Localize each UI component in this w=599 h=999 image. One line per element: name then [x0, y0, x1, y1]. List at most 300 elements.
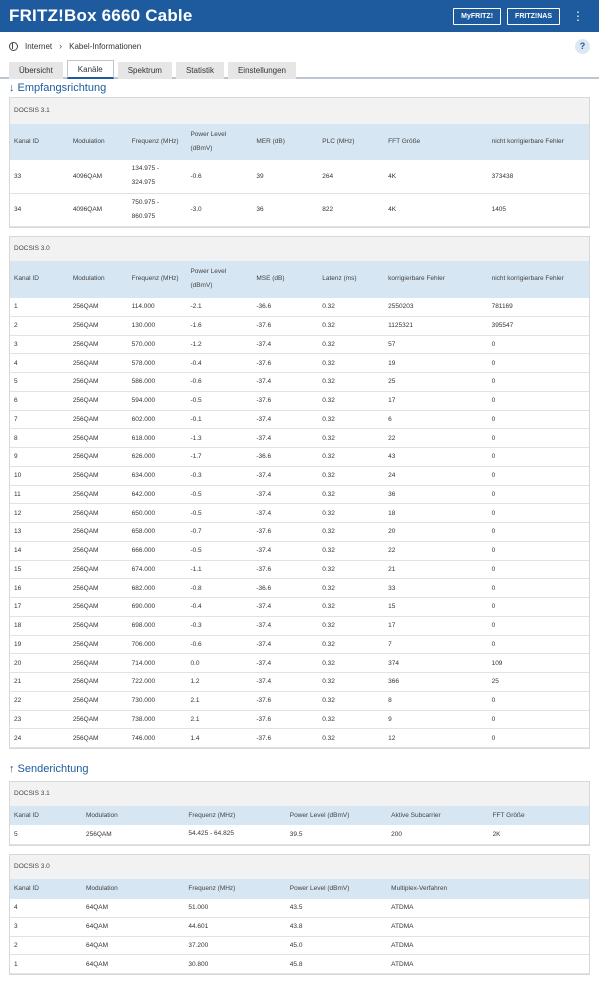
- table-cell: 0.32: [318, 391, 384, 410]
- column-header: Power Level (dBmV): [289, 884, 350, 892]
- table-cell: 23: [10, 710, 69, 729]
- table-row: [10, 560, 589, 579]
- table-cell: 366: [384, 673, 487, 692]
- column-header: PLC (MHz): [322, 138, 355, 145]
- table-cell: -37.4: [252, 335, 318, 354]
- table-cell: -37.6: [252, 354, 318, 373]
- table-cell: -0.6: [186, 635, 252, 654]
- tab-kanaele[interactable]: Kanäle: [67, 60, 114, 79]
- table-cell: 0: [488, 448, 589, 467]
- table-cell: 738.000: [128, 710, 187, 729]
- column-header: Kanal ID: [14, 884, 39, 892]
- tab-uebersicht[interactable]: Übersicht: [9, 62, 63, 79]
- column-header: Modulation: [85, 884, 118, 892]
- table-cell: 200: [387, 825, 488, 844]
- table-cell: ATDMA: [387, 955, 589, 974]
- table-row: [10, 316, 589, 335]
- table-cell: 30.800: [184, 955, 285, 974]
- more-menu-icon[interactable]: ⋮: [572, 9, 584, 23]
- table-cell: 730.000: [128, 691, 187, 710]
- downstream-docsis30-table: [10, 261, 589, 749]
- globe-icon: [9, 42, 18, 51]
- table-row: [10, 448, 589, 467]
- table-cell: 1: [10, 955, 82, 974]
- table-cell: -0.4: [186, 354, 252, 373]
- table-cell: 0.32: [318, 729, 384, 748]
- table-row: [10, 598, 589, 617]
- table-cell: -37.4: [252, 429, 318, 448]
- table-header-row: [10, 879, 589, 899]
- table-cell: 12: [10, 504, 69, 523]
- myfritz-button[interactable]: MyFRITZ!: [453, 8, 501, 25]
- table-cell: 256QAM: [69, 316, 128, 335]
- table-cell: 0.32: [318, 710, 384, 729]
- table-cell: 64QAM: [82, 936, 184, 955]
- table-cell: 781169: [488, 298, 589, 317]
- breadcrumb-separator: ›: [59, 41, 63, 51]
- table-cell: 0.32: [318, 466, 384, 485]
- table-cell: -0.3: [186, 616, 252, 635]
- column-header: Power Level (dBmV): [289, 811, 350, 819]
- table-cell: 6: [384, 410, 487, 429]
- column-header: MSE (dB): [256, 275, 285, 282]
- table-cell: -0.5: [186, 391, 252, 410]
- tab-einstellungen[interactable]: Einstellungen: [228, 62, 296, 79]
- table-row: [10, 541, 589, 560]
- table-header-row: [10, 806, 589, 825]
- table-cell: -1.2: [186, 335, 252, 354]
- table-cell: 578.000: [128, 354, 187, 373]
- table-row: [10, 335, 589, 354]
- table-cell: 1.4: [186, 729, 252, 748]
- table-cell: -37.6: [252, 710, 318, 729]
- table-cell: 10: [10, 466, 69, 485]
- table-cell: 0: [488, 504, 589, 523]
- table-cell: -0.5: [186, 541, 252, 560]
- table-cell: 4: [10, 354, 69, 373]
- column-header: Frequenz (MHz): [131, 275, 179, 282]
- table-cell: 0.32: [318, 523, 384, 542]
- table-cell: 0: [488, 541, 589, 560]
- table-cell: 1.2: [186, 673, 252, 692]
- table-cell: 264: [318, 160, 384, 193]
- upstream-docsis30-panel: [9, 854, 590, 976]
- table-cell: 570.000: [128, 335, 187, 354]
- table-cell: 256QAM: [69, 598, 128, 617]
- table-cell: 57: [384, 335, 487, 354]
- table-cell: 256QAM: [69, 616, 128, 635]
- table-cell: 0.32: [318, 373, 384, 392]
- table-row: [10, 635, 589, 654]
- table-cell: 586.000: [128, 373, 187, 392]
- top-header: [0, 0, 599, 32]
- table-row: [10, 391, 589, 410]
- table-cell: 4: [10, 899, 82, 918]
- table-cell: 16: [10, 579, 69, 598]
- column-header: Power Level (dBmV): [190, 131, 227, 152]
- downstream-docsis31-panel: [9, 97, 590, 228]
- table-cell: -37.4: [252, 635, 318, 654]
- table-cell: 0.32: [318, 316, 384, 335]
- table-cell: 54.425 - 64.825: [184, 825, 285, 844]
- table-cell: 0.32: [318, 541, 384, 560]
- table-cell: -37.6: [252, 391, 318, 410]
- table-cell: 256QAM: [69, 579, 128, 598]
- main-content: [0, 79, 599, 975]
- table-cell: 690.000: [128, 598, 187, 617]
- table-cell: -1.6: [186, 316, 252, 335]
- table-cell: 0.32: [318, 504, 384, 523]
- column-header: nicht korrigierbare Fehler: [491, 275, 564, 282]
- column-header: Power Level (dBmV): [190, 268, 227, 289]
- table-cell: 20: [10, 654, 69, 673]
- table-cell: 0: [488, 391, 589, 410]
- table-cell: 0.32: [318, 598, 384, 617]
- table-cell: 256QAM: [69, 391, 128, 410]
- panel-label: DOCSIS 3.1: [10, 98, 589, 124]
- table-cell: 2550203: [384, 298, 487, 317]
- table-cell: 0.32: [318, 335, 384, 354]
- table-cell: -36.6: [252, 298, 318, 317]
- table-cell: 64QAM: [82, 899, 184, 918]
- table-cell: 130.000: [128, 316, 187, 335]
- table-cell: 0.32: [318, 673, 384, 692]
- table-cell: 25: [488, 673, 589, 692]
- table-cell: -36.6: [252, 579, 318, 598]
- downstream-docsis30-panel: [9, 236, 590, 750]
- table-cell: 256QAM: [82, 825, 184, 844]
- table-cell: 22: [384, 429, 487, 448]
- table-cell: 256QAM: [69, 298, 128, 317]
- table-cell: -36.6: [252, 448, 318, 467]
- table-header-row: [10, 261, 589, 298]
- column-header: Frequenz (MHz): [131, 138, 179, 145]
- table-cell: 15: [384, 598, 487, 617]
- table-cell: 0: [488, 429, 589, 448]
- table-cell: -37.6: [252, 560, 318, 579]
- table-cell: 658.000: [128, 523, 187, 542]
- panel-label: DOCSIS 3.1: [10, 782, 589, 806]
- table-cell: 0: [488, 691, 589, 710]
- table-cell: 256QAM: [69, 691, 128, 710]
- table-row: [10, 504, 589, 523]
- column-header: Latenz (ms): [322, 275, 357, 282]
- table-cell: 256QAM: [69, 560, 128, 579]
- table-row: [10, 354, 589, 373]
- table-cell: 22: [10, 691, 69, 710]
- table-cell: -37.4: [252, 654, 318, 673]
- table-header-row: [10, 124, 589, 160]
- table-cell: 0: [488, 616, 589, 635]
- table-cell: 64QAM: [82, 917, 184, 936]
- table-cell: 0: [488, 373, 589, 392]
- table-cell: -37.6: [252, 691, 318, 710]
- table-cell: 36: [252, 193, 318, 226]
- table-cell: 3: [10, 335, 69, 354]
- table-cell: 8: [10, 429, 69, 448]
- column-header: Frequenz (MHz): [188, 884, 236, 892]
- column-header: Modulation: [85, 811, 118, 819]
- upstream-docsis31-panel: [9, 781, 590, 846]
- table-cell: -0.5: [186, 485, 252, 504]
- table-cell: 0: [488, 335, 589, 354]
- column-header: Modulation: [72, 275, 105, 282]
- table-cell: 15: [10, 560, 69, 579]
- table-row: [10, 917, 589, 936]
- table-cell: 64QAM: [82, 955, 184, 974]
- table-cell: 39: [252, 160, 318, 193]
- table-cell: 12: [384, 729, 487, 748]
- table-cell: 4K: [384, 193, 487, 226]
- fritznas-button[interactable]: FRITZ!NAS: [507, 8, 560, 25]
- table-cell: -3.0: [186, 193, 252, 226]
- column-header: Kanal ID: [14, 138, 39, 145]
- table-cell: 19: [384, 354, 487, 373]
- table-cell: 256QAM: [69, 373, 128, 392]
- table-cell: -0.1: [186, 410, 252, 429]
- table-cell: 25: [384, 373, 487, 392]
- table-cell: 256QAM: [69, 485, 128, 504]
- table-cell: 746.000: [128, 729, 187, 748]
- table-cell: 256QAM: [69, 448, 128, 467]
- table-cell: 0.32: [318, 691, 384, 710]
- table-cell: 2.1: [186, 691, 252, 710]
- table-cell: 750.975 - 860.975: [128, 193, 187, 226]
- table-cell: 51.000: [184, 899, 285, 918]
- table-row: [10, 654, 589, 673]
- app-title: FRITZ!Box 6660 Cable: [9, 6, 193, 25]
- table-cell: 698.000: [128, 616, 187, 635]
- table-cell: -1.7: [186, 448, 252, 467]
- table-cell: 5: [10, 825, 82, 844]
- column-header: Frequenz (MHz): [188, 811, 236, 819]
- table-cell: 134.975 - 324.975: [128, 160, 187, 193]
- table-cell: 256QAM: [69, 410, 128, 429]
- table-row: [10, 485, 589, 504]
- table-row: [10, 193, 589, 226]
- column-header: FFT Größe: [492, 811, 525, 819]
- table-cell: ATDMA: [387, 936, 589, 955]
- table-cell: 256QAM: [69, 710, 128, 729]
- table-cell: -1.1: [186, 560, 252, 579]
- table-row: [10, 579, 589, 598]
- table-cell: -37.4: [252, 373, 318, 392]
- table-cell: 0.32: [318, 560, 384, 579]
- table-cell: -37.4: [252, 541, 318, 560]
- table-cell: 256QAM: [69, 335, 128, 354]
- table-cell: 0: [488, 410, 589, 429]
- table-cell: 3: [10, 917, 82, 936]
- upstream-docsis30-table: [10, 879, 589, 975]
- table-cell: -37.6: [252, 316, 318, 335]
- table-cell: 19: [10, 635, 69, 654]
- table-cell: 36: [384, 485, 487, 504]
- tab-spektrum[interactable]: Spektrum: [118, 62, 172, 79]
- table-cell: ATDMA: [387, 917, 589, 936]
- table-row: [10, 616, 589, 635]
- table-cell: 0: [488, 598, 589, 617]
- table-row: [10, 523, 589, 542]
- table-cell: 45.0: [286, 936, 387, 955]
- table-row: [10, 466, 589, 485]
- upstream-docsis31-table: [10, 806, 589, 845]
- table-cell: -0.6: [186, 373, 252, 392]
- table-cell: 0.32: [318, 579, 384, 598]
- breadcrumb: [0, 32, 599, 60]
- table-cell: 256QAM: [69, 504, 128, 523]
- column-header: Multiplex-Verfahren: [391, 884, 448, 892]
- table-row: [10, 710, 589, 729]
- table-cell: 674.000: [128, 560, 187, 579]
- table-cell: 21: [384, 560, 487, 579]
- table-cell: 0: [488, 710, 589, 729]
- table-cell: 44.601: [184, 917, 285, 936]
- table-cell: 256QAM: [69, 523, 128, 542]
- table-cell: 2: [10, 316, 69, 335]
- table-row: [10, 936, 589, 955]
- table-cell: 256QAM: [69, 429, 128, 448]
- table-row: [10, 298, 589, 317]
- table-cell: 256QAM: [69, 673, 128, 692]
- table-cell: 7: [10, 410, 69, 429]
- breadcrumb-internet[interactable]: Internet: [25, 41, 53, 51]
- table-cell: 21: [10, 673, 69, 692]
- table-cell: 0.32: [318, 429, 384, 448]
- table-cell: 256QAM: [69, 654, 128, 673]
- table-cell: 4096QAM: [69, 160, 128, 193]
- table-cell: 37.200: [184, 936, 285, 955]
- table-cell: 17: [10, 598, 69, 617]
- table-cell: -37.6: [252, 729, 318, 748]
- table-cell: 0: [488, 354, 589, 373]
- table-cell: 626.000: [128, 448, 187, 467]
- table-cell: 1405: [488, 193, 589, 226]
- table-row: [10, 429, 589, 448]
- table-cell: 0: [488, 635, 589, 654]
- upstream-title: ↑ Senderichtung: [9, 763, 89, 775]
- column-header: MER (dB): [256, 138, 285, 145]
- table-cell: 9: [384, 710, 487, 729]
- table-cell: 17: [384, 391, 487, 410]
- help-icon[interactable]: ?: [575, 39, 590, 54]
- table-cell: 2: [10, 936, 82, 955]
- table-cell: 22: [384, 541, 487, 560]
- table-cell: 4096QAM: [69, 193, 128, 226]
- table-cell: -37.4: [252, 466, 318, 485]
- table-cell: -37.4: [252, 410, 318, 429]
- table-cell: 1: [10, 298, 69, 317]
- table-cell: 642.000: [128, 485, 187, 504]
- panel-label: DOCSIS 3.0: [10, 855, 589, 879]
- panel-label: DOCSIS 3.0: [10, 237, 589, 261]
- table-cell: 43.5: [286, 899, 387, 918]
- table-cell: 822: [318, 193, 384, 226]
- table-cell: 8: [384, 691, 487, 710]
- table-cell: 9: [10, 448, 69, 467]
- table-cell: -0.7: [186, 523, 252, 542]
- column-header: Kanal ID: [14, 811, 39, 819]
- table-cell: 24: [10, 729, 69, 748]
- table-cell: 14: [10, 541, 69, 560]
- table-cell: -37.4: [252, 504, 318, 523]
- table-cell: 0.32: [318, 448, 384, 467]
- table-cell: 256QAM: [69, 729, 128, 748]
- table-cell: 34: [10, 193, 69, 226]
- column-header: Kanal ID: [14, 275, 39, 282]
- table-cell: 17: [384, 616, 487, 635]
- table-cell: 43.8: [286, 917, 387, 936]
- table-cell: 256QAM: [69, 541, 128, 560]
- table-cell: -1.3: [186, 429, 252, 448]
- table-cell: -37.4: [252, 485, 318, 504]
- table-cell: 602.000: [128, 410, 187, 429]
- table-row: [10, 825, 589, 844]
- table-cell: 0.32: [318, 354, 384, 373]
- table-cell: 6: [10, 391, 69, 410]
- table-cell: -2.1: [186, 298, 252, 317]
- table-cell: -0.3: [186, 466, 252, 485]
- table-cell: 0: [488, 485, 589, 504]
- table-cell: 4K: [384, 160, 487, 193]
- table-cell: 11: [10, 485, 69, 504]
- table-row: [10, 691, 589, 710]
- table-row: [10, 673, 589, 692]
- table-cell: 373438: [488, 160, 589, 193]
- table-cell: -0.5: [186, 504, 252, 523]
- column-header: Aktive Subcarrier: [391, 811, 441, 819]
- table-cell: 43: [384, 448, 487, 467]
- table-cell: 0: [488, 560, 589, 579]
- table-cell: 1125321: [384, 316, 487, 335]
- tab-statistik[interactable]: Statistik: [176, 62, 224, 79]
- table-cell: 0: [488, 466, 589, 485]
- table-cell: 45.8: [286, 955, 387, 974]
- table-cell: -37.4: [252, 616, 318, 635]
- table-cell: -0.4: [186, 598, 252, 617]
- downstream-title: ↓ Empfangsrichtung: [9, 82, 107, 94]
- table-cell: 0: [488, 579, 589, 598]
- table-cell: 13: [10, 523, 69, 542]
- table-cell: 0.32: [318, 298, 384, 317]
- table-cell: 682.000: [128, 579, 187, 598]
- table-cell: 666.000: [128, 541, 187, 560]
- column-header: FFT Größe: [388, 138, 421, 145]
- table-row: [10, 160, 589, 193]
- downstream-docsis31-table: [10, 124, 589, 227]
- table-cell: -37.4: [252, 673, 318, 692]
- table-cell: 114.000: [128, 298, 187, 317]
- table-cell: 33: [10, 160, 69, 193]
- table-cell: 256QAM: [69, 466, 128, 485]
- table-cell: 594.000: [128, 391, 187, 410]
- table-cell: 7: [384, 635, 487, 654]
- table-cell: -37.6: [252, 523, 318, 542]
- column-header: Modulation: [72, 138, 105, 145]
- table-cell: ATDMA: [387, 899, 589, 918]
- table-cell: 33: [384, 579, 487, 598]
- table-row: [10, 373, 589, 392]
- table-cell: 20: [384, 523, 487, 542]
- tab-bar: [0, 60, 599, 79]
- table-cell: 0: [488, 523, 589, 542]
- table-cell: 109: [488, 654, 589, 673]
- table-cell: -0.6: [186, 160, 252, 193]
- table-cell: 18: [384, 504, 487, 523]
- table-cell: 0.32: [318, 654, 384, 673]
- table-cell: 650.000: [128, 504, 187, 523]
- table-cell: 0.32: [318, 485, 384, 504]
- table-cell: 24: [384, 466, 487, 485]
